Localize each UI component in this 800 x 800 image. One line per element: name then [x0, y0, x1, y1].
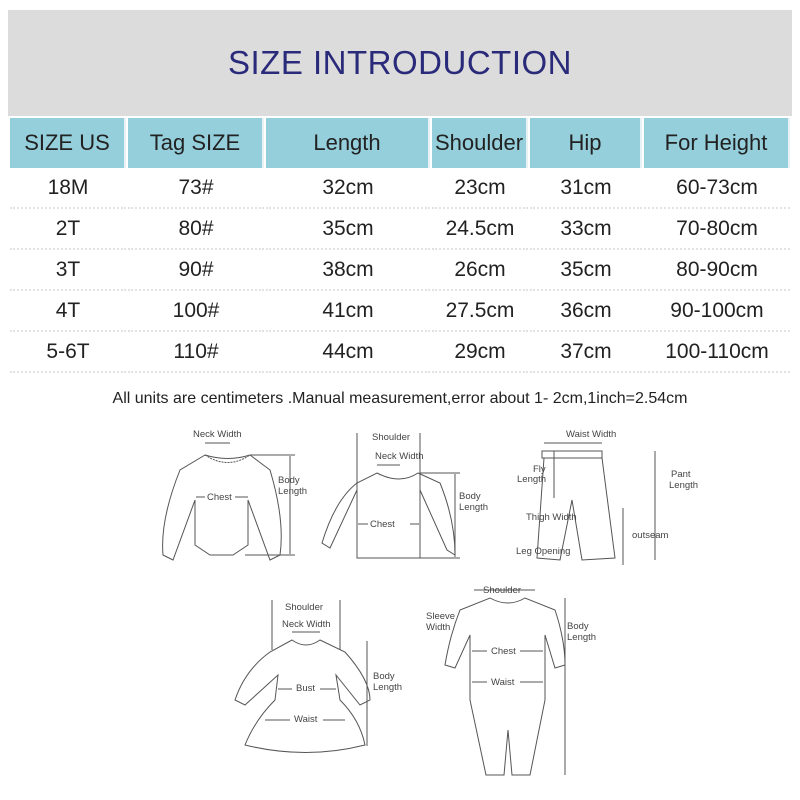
label: Length [669, 480, 699, 491]
label: Fly [533, 464, 546, 475]
label: Waist Width [566, 429, 617, 440]
label: Waist [294, 714, 318, 725]
label: Body [567, 621, 589, 632]
label: Width [426, 622, 451, 633]
table-cell: 73# [128, 168, 264, 209]
table-cell: 90# [128, 250, 264, 291]
table-cell: 18M [10, 168, 126, 209]
label: Body [373, 671, 395, 682]
label: Neck Width [282, 619, 331, 630]
label: Bust [296, 683, 316, 694]
table-cell: 100-110cm [644, 332, 790, 373]
table-cell: 35cm [266, 209, 430, 250]
label: Chest [370, 519, 395, 530]
label: Leg Opening [516, 546, 571, 557]
label: outseam [632, 530, 669, 541]
table-cell: 44cm [266, 332, 430, 373]
table-cell: 70-80cm [644, 209, 790, 250]
table-cell: 5-6T [10, 332, 126, 373]
table-cell: 110# [128, 332, 264, 373]
table-cell: 80# [128, 209, 264, 250]
table-cell: 60-73cm [644, 168, 790, 209]
table-cell: 100# [128, 291, 264, 332]
table-cell: 31cm [530, 168, 642, 209]
table-cell: 24.5cm [432, 209, 528, 250]
measurement-note: All units are centimeters .Manual measurement,error about 1- 2cm,1inch=2.54cm [112, 390, 688, 407]
label: Chest [491, 646, 516, 657]
table-cell: 26cm [432, 250, 528, 291]
label: Length [278, 486, 308, 497]
header-cell: For Height [644, 118, 790, 168]
table-cell: 27.5cm [432, 291, 528, 332]
label: Waist [491, 677, 515, 688]
table-cell: 32cm [266, 168, 430, 209]
pants-diagram [516, 429, 698, 565]
label: Length [459, 502, 489, 513]
romper-diagram [426, 585, 596, 775]
label: Neck Width [375, 451, 424, 462]
table-cell: 4T [10, 291, 126, 332]
label: Neck Width [193, 429, 242, 440]
dress-diagram [235, 600, 402, 753]
table-cell: 29cm [432, 332, 528, 373]
shirt-diagram [322, 432, 488, 558]
table-cell: 41cm [266, 291, 430, 332]
label: Length [517, 474, 547, 485]
header-cell: Hip [530, 118, 642, 168]
table-cell: 33cm [530, 209, 642, 250]
table-cell: 36cm [530, 291, 642, 332]
label: Body [459, 491, 481, 502]
header-cell: Tag SIZE [128, 118, 264, 168]
bodysuit-diagram [163, 429, 307, 560]
label: Body [278, 475, 300, 486]
header-cell: Shoulder [432, 118, 528, 168]
table-cell: 90-100cm [644, 291, 790, 332]
label: Chest [207, 492, 232, 503]
page-title: SIZE INTRODUCTION [8, 10, 792, 116]
label: Sleeve [426, 611, 456, 622]
table-cell: 2T [10, 209, 126, 250]
table-cell: 80-90cm [644, 250, 790, 291]
label: Thigh Width [526, 512, 577, 523]
header-cell: SIZE US [10, 118, 126, 168]
table-cell: 37cm [530, 332, 642, 373]
label: Length [567, 632, 597, 643]
header-cell: Length [266, 118, 430, 168]
label: Shoulder [285, 602, 324, 613]
table-cell: 35cm [530, 250, 642, 291]
table-cell: 3T [10, 250, 126, 291]
table-cell: 23cm [432, 168, 528, 209]
label: Length [373, 682, 403, 693]
label: Shoulder [483, 585, 522, 596]
label: Shoulder [372, 432, 411, 443]
label: Pant [671, 469, 691, 480]
table-cell: 38cm [266, 250, 430, 291]
